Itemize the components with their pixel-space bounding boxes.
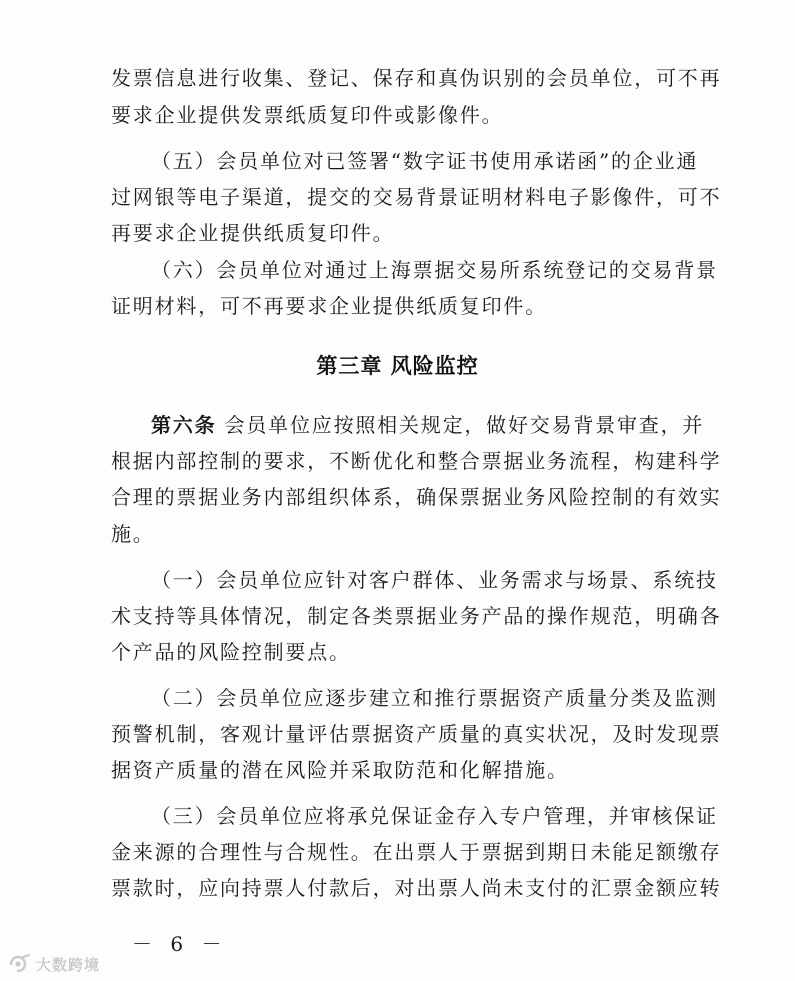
text-line: 预警机制，客观计量评估票据资产质量的真实状况，及时发现票 <box>111 722 722 746</box>
chapter-heading: 第三章 风险监控 <box>316 354 479 378</box>
article-6-first-line <box>151 411 704 439</box>
article-text: 会员单位应按照相关规定，做好交易背景审查，并 <box>224 413 705 437</box>
article-label: 第六条 <box>151 413 217 437</box>
text-line: 合理的票据业务内部组织体系，确保票据业务风险控制的有效实 <box>111 485 722 509</box>
text-line: 个产品的风险控制要点。 <box>111 640 351 664</box>
text-line: 证明材料，可不再要求企业提供纸质复印件。 <box>111 294 547 318</box>
text-line: 术支持等具体情况，制定各类票据业务产品的操作规范，明确各 <box>111 604 722 628</box>
text-line: 金来源的合理性与合规性。在出票人于票据到期日未能足额缴存 <box>111 840 722 864</box>
paragraph-2-start: （二）会员单位应逐步建立和推行票据资产质量分类及监测 <box>151 686 718 710</box>
paragraph-1-start: （一）会员单位应针对客户群体、业务需求与场景、系统技 <box>151 568 718 592</box>
page-number: － 6 － <box>132 932 228 956</box>
brand-logo-icon <box>6 953 32 975</box>
text-line: 再要求企业提供纸质复印件。 <box>111 221 395 245</box>
text-line: 要求企业提供发票纸质复印件或影像件。 <box>111 103 504 127</box>
text-line: 票款时，应向持票人付款后，对出票人尚未支付的汇票金额应转 <box>111 876 722 900</box>
paragraph-5-start: （五）会员单位对已签署“数字证书使用承诺函”的企业通 <box>151 149 699 173</box>
watermark-text: 大数跨境 <box>36 955 101 974</box>
text-line: 发票信息进行收集、登记、保存和真伪识别的会员单位，可不再 <box>111 66 722 90</box>
paragraph-3-start: （三）会员单位应将承兑保证金存入专户管理，并审核保证 <box>151 804 718 828</box>
text-line: 施。 <box>111 522 155 546</box>
text-line: 根据内部控制的要求，不断优化和整合票据业务流程，构建科学 <box>111 449 722 473</box>
text-line: 过网银等电子渠道，提交的交易背景证明材料电子影像件，可不 <box>111 185 722 209</box>
paragraph-6-start: （六）会员单位对通过上海票据交易所系统登记的交易背景 <box>151 258 718 282</box>
watermark <box>6 953 100 975</box>
text-line: 据资产质量的潜在风险并采取防范和化解措施。 <box>111 758 569 782</box>
